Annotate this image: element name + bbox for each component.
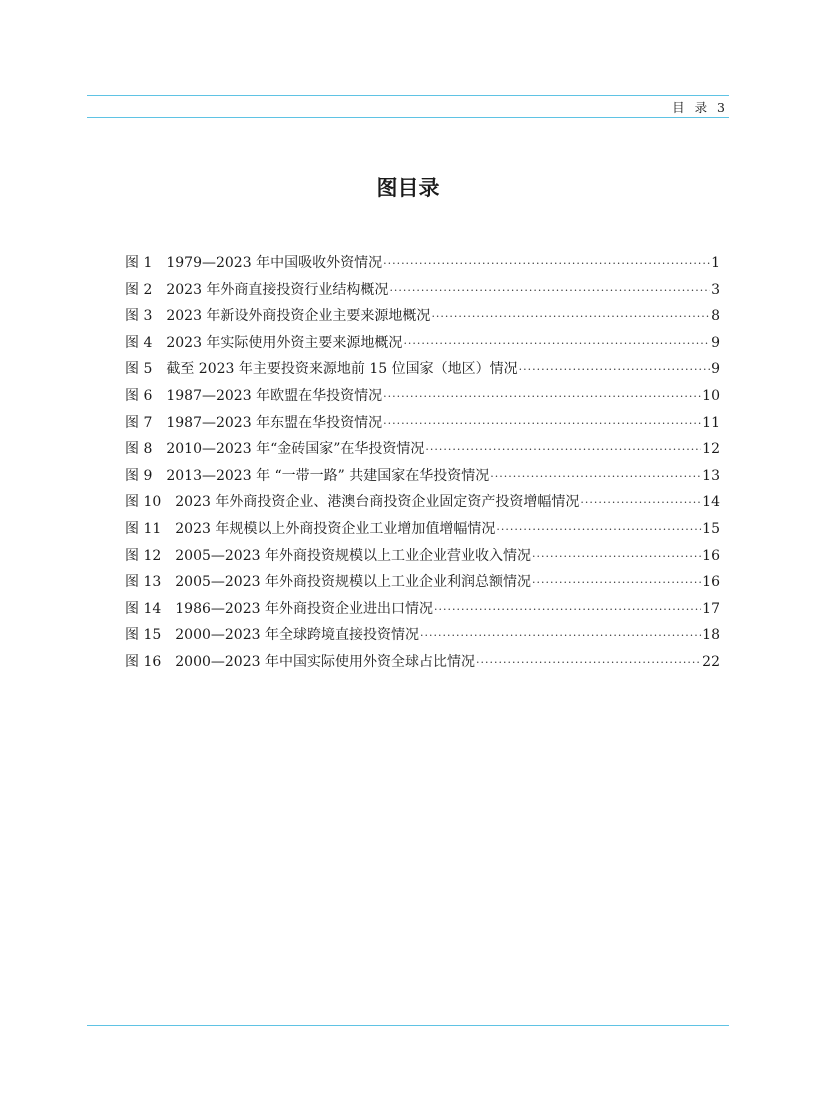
toc-entry-page: 3 <box>711 281 720 298</box>
toc-entry-page: 12 <box>702 441 720 458</box>
leader-dots <box>420 629 701 642</box>
toc-entry-page: 11 <box>702 414 720 431</box>
toc-entry-page: 16 <box>702 547 720 564</box>
toc-entry[interactable] <box>125 438 720 465</box>
toc-entry[interactable] <box>125 279 720 306</box>
leader-dots <box>403 337 710 350</box>
toc-entry-label: 图 9 2013—2023 年 “一带一路” 共建国家在华投资情况 <box>125 467 490 484</box>
toc-entry-label: 图 7 1987—2023 年东盟在华投资情况 <box>125 414 383 431</box>
leader-dots <box>383 390 701 403</box>
leader-dots <box>389 284 710 297</box>
toc-entry-page: 16 <box>702 574 720 591</box>
toc-entry-label: 图 12 2005—2023 年外商投资规模以上工业企业营业收入情况 <box>125 547 531 564</box>
leader-dots <box>496 523 701 536</box>
toc-entry-label: 图 1 1979—2023 年中国吸收外资情况 <box>125 255 383 271</box>
toc-entry-label: 图 3 2023 年新设外商投资企业主要来源地概况 <box>125 308 431 325</box>
toc-entry-label: 图 14 1986—2023 年外商投资企业进出口情况 <box>125 600 433 617</box>
toc-entry-page: 17 <box>702 600 720 617</box>
footer-rule <box>87 1025 729 1026</box>
header-rule-top <box>87 95 729 96</box>
leader-dots <box>490 470 701 483</box>
toc-entry-label: 图 16 2000—2023 年中国实际使用外资全球占比情况 <box>125 653 475 670</box>
figure-list <box>125 252 720 678</box>
toc-entry-page: 8 <box>711 308 720 325</box>
toc-entry[interactable] <box>125 571 720 598</box>
toc-entry-page: 14 <box>702 494 720 511</box>
leader-dots <box>532 576 701 589</box>
toc-entry[interactable] <box>125 412 720 439</box>
page-title: 图目录 <box>376 176 440 200</box>
leader-dots <box>476 656 701 669</box>
toc-entry[interactable] <box>125 598 720 625</box>
toc-entry[interactable] <box>125 305 720 332</box>
toc-entry-label: 图 2 2023 年外商直接投资行业结构概况 <box>125 281 389 298</box>
leader-dots <box>431 310 710 323</box>
toc-entry-page: 15 <box>702 520 720 537</box>
toc-entry-label: 图 11 2023 年规模以上外商投资企业工业增加值增幅情况 <box>125 520 496 537</box>
leader-dots <box>532 550 701 563</box>
toc-entry[interactable] <box>125 385 720 412</box>
toc-entry-label: 图 15 2000—2023 年全球跨境直接投资情况 <box>125 627 419 644</box>
toc-entry-page: 1 <box>711 255 720 271</box>
leader-dots <box>425 443 701 456</box>
toc-entry-label: 图 5 截至 2023 年主要投资来源地前 15 位国家（地区）情况 <box>125 361 518 378</box>
leader-dots <box>580 496 701 509</box>
toc-entry[interactable] <box>125 252 720 279</box>
toc-entry-page: 22 <box>702 653 720 670</box>
header-rule-bottom <box>87 117 729 118</box>
toc-entry-page: 9 <box>711 334 720 351</box>
leader-dots <box>383 257 710 270</box>
toc-entry[interactable] <box>125 651 720 678</box>
leader-dots <box>383 417 701 430</box>
toc-entry-page: 9 <box>711 361 720 378</box>
toc-entry[interactable] <box>125 518 720 545</box>
running-head: 目 录 3 <box>672 100 728 115</box>
toc-entry[interactable] <box>125 545 720 572</box>
toc-entry[interactable] <box>125 358 720 385</box>
toc-entry[interactable] <box>125 491 720 518</box>
toc-entry-page: 18 <box>702 627 720 644</box>
toc-entry[interactable] <box>125 465 720 492</box>
toc-entry[interactable] <box>125 624 720 651</box>
toc-entry-label: 图 13 2005—2023 年外商投资规模以上工业企业利润总额情况 <box>125 574 531 591</box>
toc-entry-page: 13 <box>702 467 720 484</box>
toc-entry-label: 图 4 2023 年实际使用外资主要来源地概况 <box>125 334 403 351</box>
toc-entry-label: 图 10 2023 年外商投资企业、港澳台商投资企业固定资产投资增幅情况 <box>125 494 580 511</box>
toc-entry-label: 图 8 2010—2023 年“金砖国家”在华投资情况 <box>125 441 425 458</box>
leader-dots <box>434 603 701 616</box>
toc-entry[interactable] <box>125 332 720 359</box>
toc-entry-label: 图 6 1987—2023 年欧盟在华投资情况 <box>125 387 383 404</box>
toc-entry-page: 10 <box>702 387 720 404</box>
leader-dots <box>519 363 710 376</box>
